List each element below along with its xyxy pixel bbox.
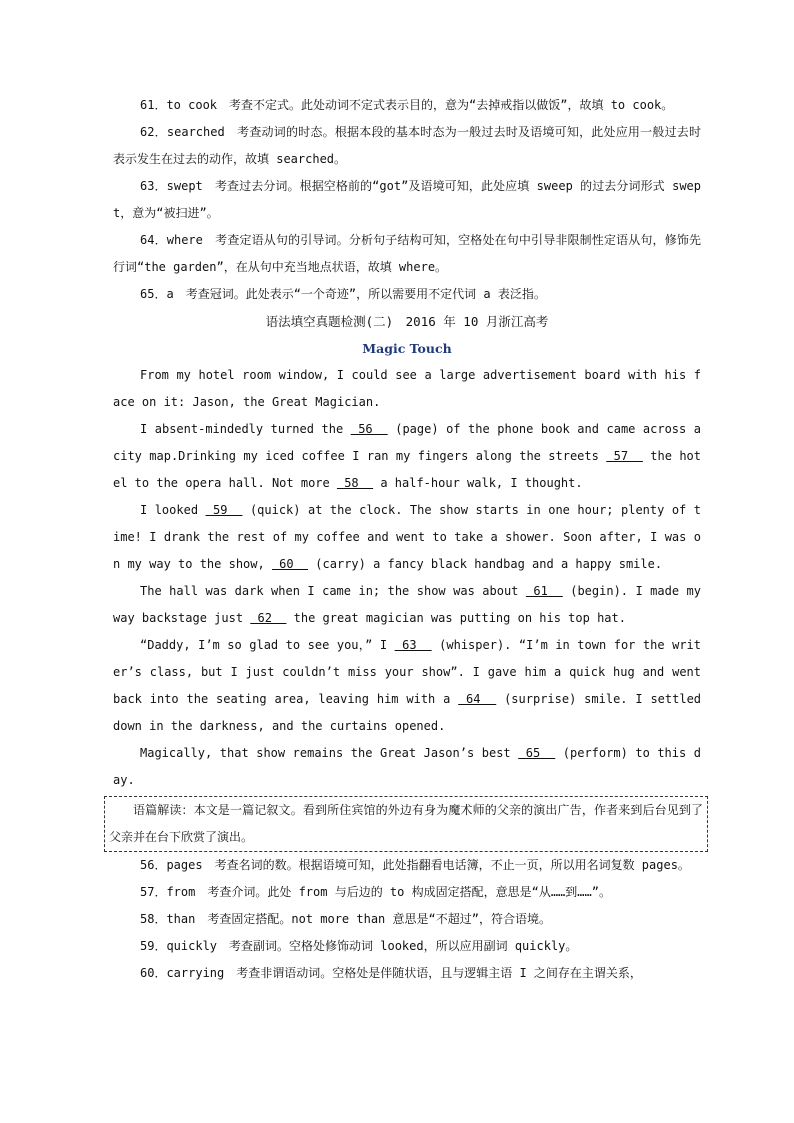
blank-57: 57 [606, 449, 643, 463]
answer-59: 59．quickly 考查副词。空格处修饰动词 looked，所以应用副词 quickly。 [140, 939, 578, 953]
passage-paragraph-4: The hall was dark when I came in; the show was about 61 (begin). I made my way backstage just 62 the great magician was putting on his top hat. [113, 584, 702, 625]
answer-56: 56．pages 考查名词的数。根据语境可知，此处指翻看电话簿，不止一页，所以用名词复数 pages。 [140, 858, 690, 872]
blank-59: 59 [205, 503, 243, 517]
passage-paragraph-6: Magically, that show remains the Great Jason’s best 65 (perform) to this day. [113, 746, 701, 787]
answer-62: 62．searched 考查动词的时态。根据本段的基本时态为一般过去时及语境可知，此处应用一般过去时表示发生在过去的动作，故填 searched。 [113, 125, 701, 166]
section-heading: 语法填空真题检测(二) 2016 年 10 月浙江高考 [265, 314, 549, 329]
answer-58: 58．than 考查固定搭配。not more than 意思是“不超过”，符合语境。 [140, 912, 551, 926]
blank-63: 63 [394, 638, 432, 652]
answer-61: 61．to cook 考查不定式。此处动词不定式表示目的，意为“去掉戒指以做饭”，故填 to cook。 [140, 98, 674, 112]
answer-57: 57．from 考查介词。此处 from 与后边的 to 构成固定搭配，意思是“从……到……”。 [140, 885, 611, 899]
blank-64: 64 [458, 692, 497, 706]
answer-65: 65．a 考查冠词。此处表示“一个奇迹”，所以需要用不定代词 a 表泛指。 [140, 287, 546, 301]
answer-63: 63．swept 考查过去分词。根据空格前的“got”及语境可知，此处应填 sweep 的过去分词形式 swept，意为“被扫进”。 [113, 179, 701, 220]
passage-paragraph-5: “Daddy, I’m so glad to see you，” I 63 (whisper). “I’m in town for the writer’s class, but I just couldn’t miss your show”. I gave him a quick hug and went back into the seating area, leaving him with a 64 (surprise) smile. I settled down in the darkness, and the curtains opened. [113, 638, 702, 733]
answers-top [113, 92, 701, 308]
document-page [109, 92, 703, 987]
blank-62: 62 [250, 611, 287, 625]
passage-paragraph-3: I looked 59 (quick) at the clock. The show starts in one hour; plenty of time! I drank the rest of my coffee and went to take a shower. Soon after, I was on my way to the show, 60 (carry) a fancy black handbag and a happy smile. [113, 503, 701, 571]
answers-bottom [113, 852, 701, 987]
blank-58: 58 [336, 476, 374, 490]
blank-60: 60 [271, 557, 309, 571]
blank-65: 65 [518, 746, 556, 760]
answer-64: 64．where 考查定语从句的引导词。分析句子结构可知，空格处在句中引导非限制性定语从句，修饰先行词“the garden”，在从句中充当地点状语，故填 where。 [113, 233, 701, 274]
answer-60: 60．carrying 考查非谓语动词。空格处是伴随状语，且与逻辑主语 I 之间存在主谓关系， [140, 966, 642, 980]
analysis-box [104, 796, 708, 852]
passage-title: Magic Touch [362, 341, 452, 356]
passage-paragraph-1: From my hotel room window, I could see a large advertisement board with his face on it: Jason, the Great Magician. [113, 368, 701, 409]
passage-paragraph-2: I absent-mindedly turned the 56 (page) of the phone book and came across a city map.Drinking my iced coffee I ran my fingers along the streets 57 the hotel to the opera hall. Not more 58 a half-hour walk, I thought. [113, 422, 702, 490]
analysis-text: 语篇解读：本文是一篇记叙文。看到所住宾馆的外边有身为魔术师的父亲的演出广告，作者来到后台见到了父亲并在台下欣赏了演出。 [109, 803, 703, 844]
blank-56: 56 [350, 422, 388, 436]
blank-61: 61 [525, 584, 563, 598]
passage [113, 362, 701, 794]
